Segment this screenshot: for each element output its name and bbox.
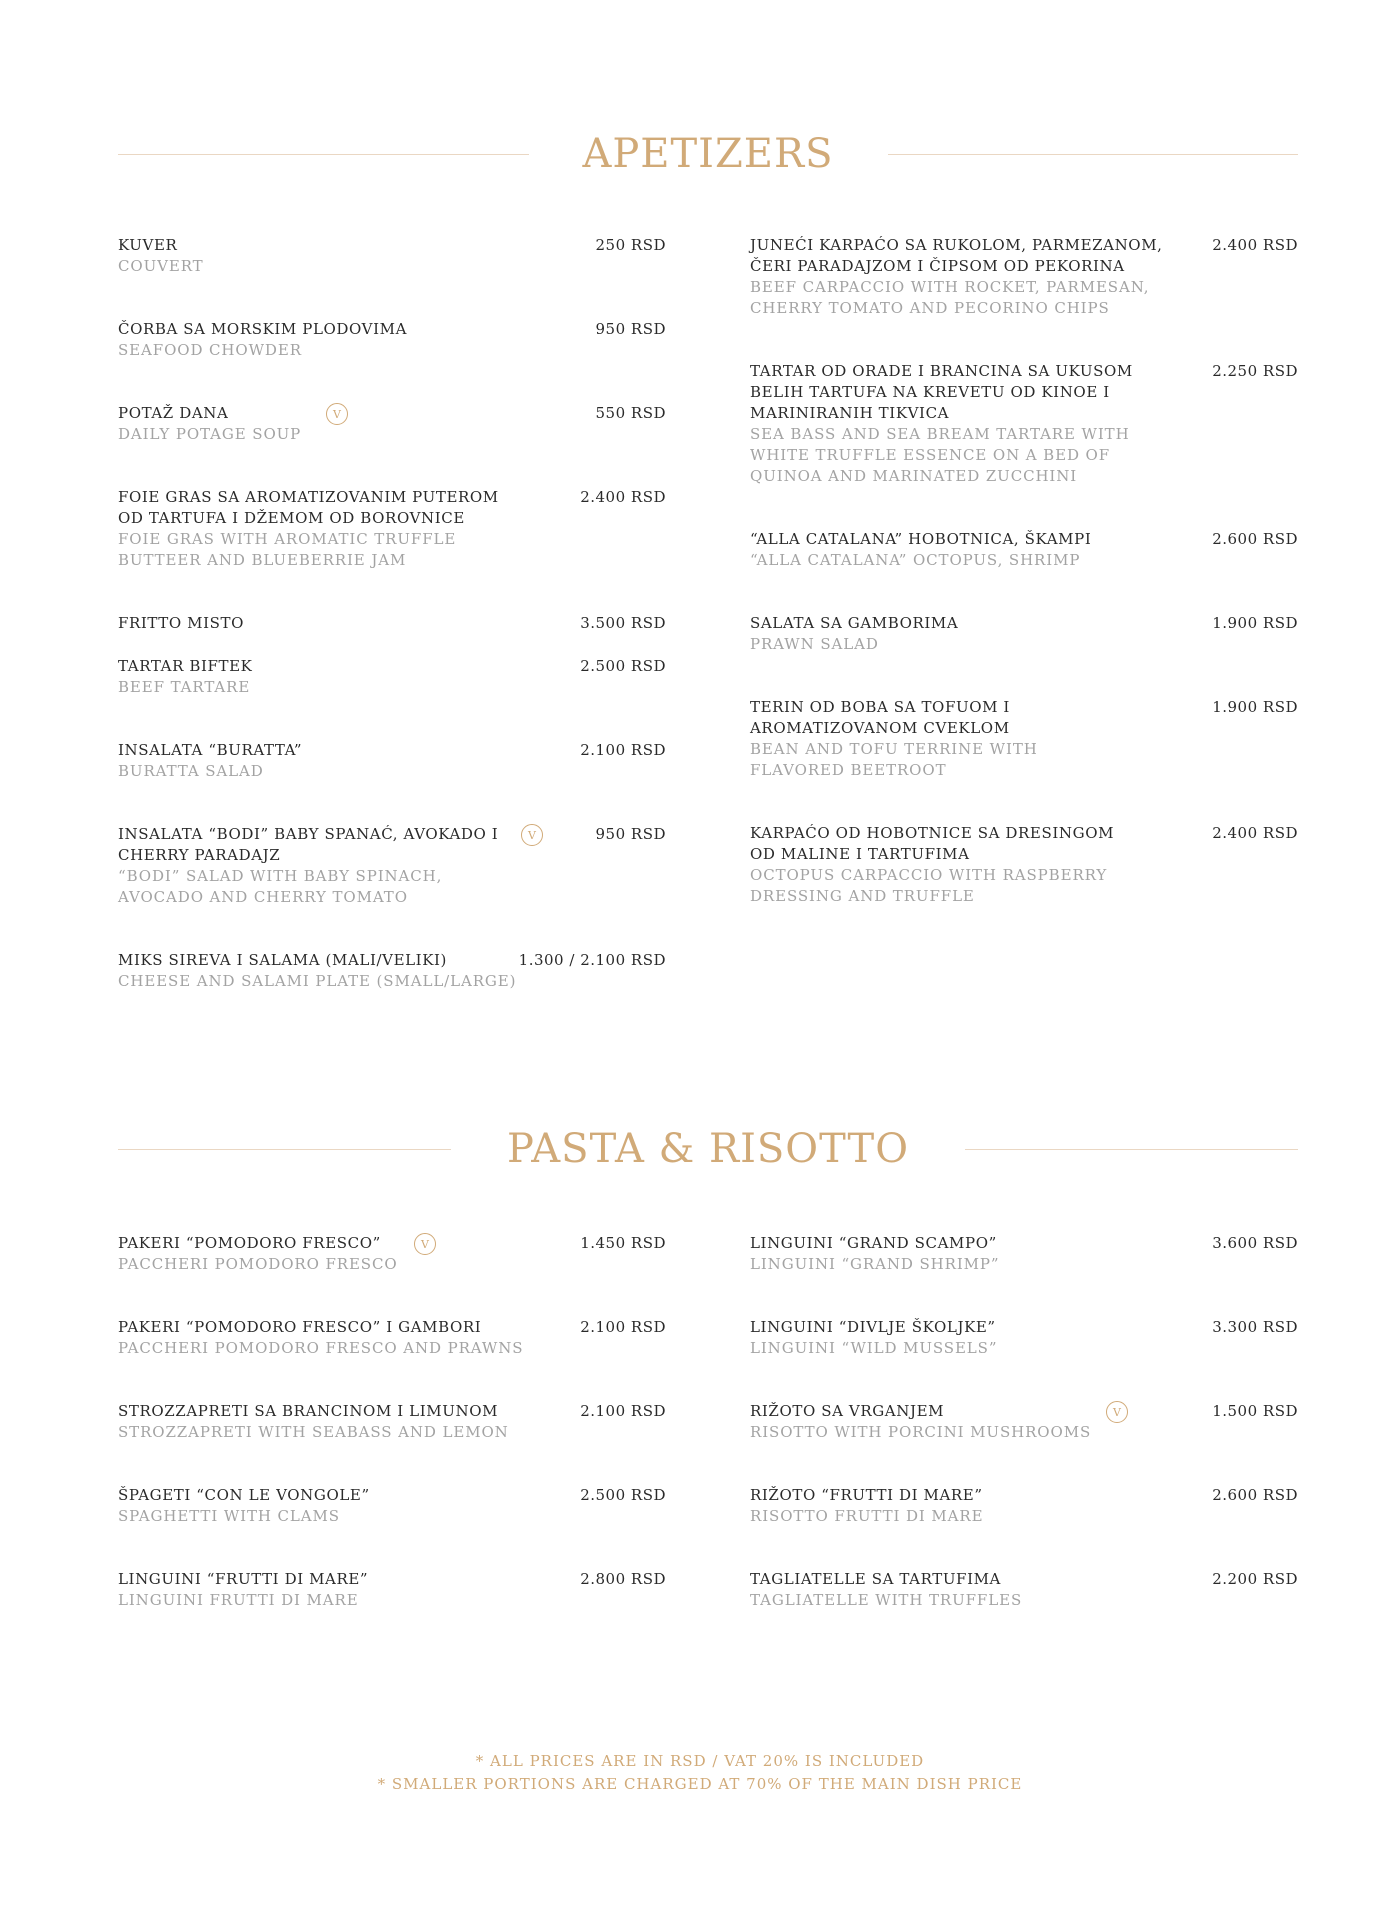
menu-item	[118, 235, 666, 277]
item-description: LINGUINI “WILD MUSSELS”	[750, 1339, 998, 1357]
menu-item	[118, 613, 666, 634]
menu-item	[118, 403, 666, 445]
item-description: BEEF TARTARE	[118, 678, 251, 696]
item-name: FOIE GRAS SA AROMATIZOVANIM PUTEROM OD TARTUFA I DŽEMOM OD BOROVNICE	[118, 488, 499, 527]
item-name: ČORBA SA MORSKIM PLODOVIMA	[118, 320, 408, 338]
item-price: 2.400 RSD	[580, 488, 666, 506]
vegetarian-icon: V	[326, 403, 348, 425]
footer-notes	[0, 1750, 1400, 1796]
item-description: RISOTTO WITH PORCINI MUSHROOMS	[750, 1423, 1092, 1441]
item-name: MIKS SIREVA I SALAMA (MALI/VELIKI)	[118, 951, 447, 969]
item-price: 3.600 RSD	[1212, 1234, 1298, 1252]
item-price: 1.900 RSD	[1212, 698, 1298, 716]
menu-item	[118, 487, 666, 571]
item-description: LINGUINI FRUTTI DI MARE	[118, 1591, 359, 1609]
footer-portion-note: * SMALLER PORTIONS ARE CHARGED AT 70% OF THE MAIN DISH PRICE	[377, 1775, 1023, 1793]
item-description: COUVERT	[118, 257, 204, 275]
item-description: OCTOPUS CARPACCIO WITH RASPBERRY DRESSING AND TRUFFLE	[750, 866, 1108, 905]
menu-item	[750, 1569, 1298, 1611]
item-name: “ALLA CATALANA” HOBOTNICA, ŠKAMPI	[750, 530, 1092, 548]
item-description: SEA BASS AND SEA BREAM TARTARE WITH WHITE TRUFFLE ESSENCE ON A BED OF QUINOA AND MARINATED ZUCCHINI	[750, 425, 1130, 485]
item-description: BURATTA SALAD	[118, 762, 264, 780]
divider-line	[965, 1149, 1298, 1150]
item-name: KARPAĆO OD HOBOTNICE SA DRESINGOM OD MALINE I TARTUFIMA	[750, 824, 1115, 863]
item-description: LINGUINI “GRAND SHRIMP”	[750, 1255, 1000, 1273]
item-price: 2.500 RSD	[580, 657, 666, 675]
menu-item	[750, 823, 1298, 907]
item-description: DAILY POTAGE SOUP	[118, 425, 302, 443]
menu-item	[118, 1317, 666, 1359]
menu-item	[750, 1485, 1298, 1527]
item-price: 2.600 RSD	[1212, 1486, 1298, 1504]
item-name: PAKERI “POMODORO FRESCO” I GAMBORI	[118, 1318, 482, 1336]
item-description: CHEESE AND SALAMI PLATE (SMALL/LARGE)	[118, 972, 517, 990]
menu-item	[118, 740, 666, 782]
item-description: PACCHERI POMODORO FRESCO	[118, 1255, 398, 1273]
item-description: FOIE GRAS WITH AROMATIC TRUFFLE BUTTEER AND BLUEBERRIE JAM	[118, 530, 457, 569]
menu-item	[750, 1401, 1298, 1443]
item-description: “ALLA CATALANA” OCTOPUS, SHRIMP	[750, 551, 1081, 569]
item-price: 2.400 RSD	[1212, 824, 1298, 842]
item-price: 250 RSD	[595, 236, 666, 254]
menu-item	[118, 1401, 666, 1443]
menu-item	[118, 1233, 666, 1275]
item-name: PAKERI “POMODORO FRESCO”	[118, 1234, 381, 1252]
item-price: 3.500 RSD	[580, 614, 666, 632]
appetizers-header	[118, 131, 1298, 177]
item-price: 950 RSD	[595, 825, 666, 843]
appetizers-left-column	[118, 235, 666, 992]
pasta-title: PASTA & RISOTTO	[507, 1126, 909, 1172]
item-price: 2.100 RSD	[580, 1402, 666, 1420]
item-name: STROZZAPRETI SA BRANCINOM I LIMUNOM	[118, 1402, 499, 1420]
item-name: TAGLIATELLE SA TARTUFIMA	[750, 1570, 1001, 1588]
item-description: TAGLIATELLE WITH TRUFFLES	[750, 1591, 1023, 1609]
item-description: “BODI” SALAD WITH BABY SPINACH, AVOCADO AND CHERRY TOMATO	[118, 867, 443, 906]
pasta-right-column	[750, 1233, 1298, 1611]
footer-vat-note: * ALL PRICES ARE IN RSD / VAT 20% IS INCLUDED	[475, 1752, 925, 1770]
item-name: LINGUINI “FRUTTI DI MARE”	[118, 1570, 369, 1588]
item-name: INSALATA “BODI” BABY SPANAĆ, AVOKADO I CHERRY PARADAJZ	[118, 825, 499, 864]
item-name: RIŽOTO “FRUTTI DI MARE”	[750, 1486, 983, 1504]
appetizers-title: APETIZERS	[582, 131, 834, 177]
pasta-header	[118, 1126, 1298, 1172]
item-price: 1.900 RSD	[1212, 614, 1298, 632]
item-description: BEAN AND TOFU TERRINE WITH FLAVORED BEETROOT	[750, 740, 1038, 779]
divider-line	[118, 1149, 451, 1150]
menu-item	[750, 697, 1298, 781]
item-price: 950 RSD	[595, 320, 666, 338]
item-name: TERIN OD BOBA SA TOFUOM I AROMATIZOVANOM CVEKLOM	[750, 698, 1010, 737]
item-description: STROZZAPRETI WITH SEABASS AND LEMON	[118, 1423, 509, 1441]
item-price: 550 RSD	[595, 404, 666, 422]
item-price: 2.250 RSD	[1212, 362, 1298, 380]
item-price: 2.100 RSD	[580, 1318, 666, 1336]
menu-item	[750, 1317, 1298, 1359]
menu-item	[750, 529, 1298, 571]
menu-item	[118, 1485, 666, 1527]
item-name: SALATA SA GAMBORIMA	[750, 614, 959, 632]
item-price: 2.500 RSD	[580, 1486, 666, 1504]
menu-item	[118, 319, 666, 361]
menu-item	[118, 656, 666, 698]
item-name: JUNEĆI KARPAĆO SA RUKOLOM, PARMEZANOM, ČERI PARADAJZOM I ČIPSOM OD PEKORINA	[750, 236, 1163, 275]
item-price: 2.100 RSD	[580, 741, 666, 759]
menu-item	[750, 361, 1298, 487]
item-price: 1.500 RSD	[1212, 1402, 1298, 1420]
item-price: 1.300 / 2.100 RSD	[518, 951, 666, 969]
item-description: SEAFOOD CHOWDER	[118, 341, 302, 359]
item-name: TARTAR BIFTEK	[118, 657, 253, 675]
item-name: LINGUINI “DIVLJE ŠKOLJKE”	[750, 1318, 996, 1336]
menu-item	[750, 1233, 1298, 1275]
vegetarian-icon: V	[1106, 1401, 1128, 1423]
item-name: LINGUINI “GRAND SCAMPO”	[750, 1234, 997, 1252]
item-name: POTAŽ DANA	[118, 404, 229, 422]
item-name: ŠPAGETI “CON LE VONGOLE”	[118, 1486, 370, 1504]
item-description: BEEF CARPACCIO WITH ROCKET, PARMESAN, CHERRY TOMATO AND PECORINO CHIPS	[750, 278, 1150, 317]
item-price: 2.600 RSD	[1212, 530, 1298, 548]
item-description: SPAGHETTI WITH CLAMS	[118, 1507, 340, 1525]
item-description: PACCHERI POMODORO FRESCO AND PRAWNS	[118, 1339, 524, 1357]
item-price: 3.300 RSD	[1212, 1318, 1298, 1336]
vegetarian-icon: V	[521, 824, 543, 846]
item-price: 2.200 RSD	[1212, 1570, 1298, 1588]
divider-line	[888, 154, 1299, 155]
menu-item	[750, 613, 1298, 655]
item-price: 2.800 RSD	[580, 1570, 666, 1588]
menu-item	[118, 824, 666, 908]
item-name: KUVER	[118, 236, 178, 254]
item-description: RISOTTO FRUTTI DI MARE	[750, 1507, 984, 1525]
appetizers-right-column	[750, 235, 1298, 907]
pasta-left-column	[118, 1233, 666, 1611]
item-price: 2.400 RSD	[1212, 236, 1298, 254]
item-name: INSALATA “BURATTA”	[118, 741, 303, 759]
vegetarian-icon: V	[414, 1233, 436, 1255]
item-name: TARTAR OD ORADE I BRANCINA SA UKUSOM BELIH TARTUFA NA KREVETU OD KINOE I MARINIRANIH TIKVICA	[750, 362, 1133, 422]
menu-item	[118, 1569, 666, 1611]
divider-line	[118, 154, 529, 155]
item-name: RIŽOTO SA VRGANJEM	[750, 1402, 945, 1420]
menu-item	[750, 235, 1298, 319]
item-description: PRAWN SALAD	[750, 635, 879, 653]
menu-item	[118, 950, 666, 992]
item-name: FRITTO MISTO	[118, 614, 245, 632]
item-price: 1.450 RSD	[580, 1234, 666, 1252]
